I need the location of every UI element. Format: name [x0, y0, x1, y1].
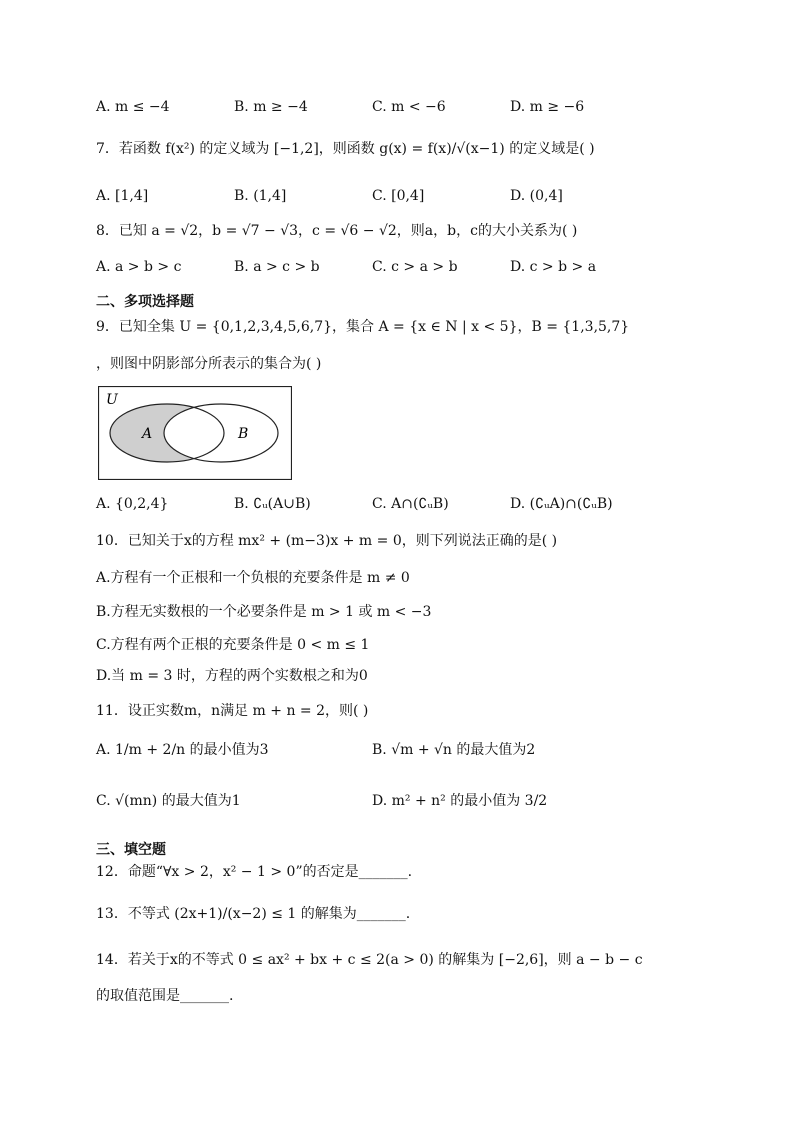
q11-option-d: D. m² + n² 的最小值为 3/2	[372, 793, 548, 809]
venn-diagram	[98, 386, 292, 480]
q12-stem: 12．命题“∀x > 2，x² − 1 > 0”的否定是_______.	[96, 864, 413, 880]
q14-stem-cont: 的取值范围是_______.	[96, 988, 234, 1004]
section-multiple-choice-heading: 二、多项选择题	[96, 294, 194, 310]
q7-stem: 7．若函数 f(x²) 的定义域为 [−1,2]，则函数 g(x) = f(x)/√(x−1) 的定义域是( )	[96, 141, 595, 157]
q6-option-a: A. m ≤ −4	[96, 99, 170, 115]
q8-option-c: C. c > a > b	[372, 259, 458, 275]
q8-stem: 8．已知 a = √2，b = √7 − √3，c = √6 − √2，则a，b，c的大小关系为( )	[96, 223, 578, 239]
q8-option-a: A. a > b > c	[96, 259, 182, 275]
section-fill-in-heading: 三、填空题	[96, 842, 166, 858]
q10-option-d: D.当 m = 3 时，方程的两个实数根之和为0	[96, 668, 368, 684]
q9-option-c: C. A∩(∁ᵤB)	[372, 496, 449, 512]
q10-option-c: C.方程有两个正根的充要条件是 0 < m ≤ 1	[96, 637, 370, 653]
q9-option-d: D. (∁ᵤA)∩(∁ᵤB)	[510, 496, 613, 512]
q7-option-a: A. [1,4]	[96, 188, 149, 204]
q9-option-a: A. {0,2,4}	[96, 496, 169, 512]
venn-label-u: U	[106, 392, 118, 408]
q7-option-c: C. [0,4]	[372, 188, 425, 204]
q8-option-b: B. a > c > b	[234, 259, 320, 275]
q10-option-b: B.方程无实数根的一个必要条件是 m > 1 或 m < −3	[96, 604, 432, 620]
q11-option-a: A. 1/m + 2/n 的最小值为3	[96, 742, 269, 758]
q7-option-b: B. (1,4]	[234, 188, 287, 204]
q13-stem: 13．不等式 (2x+1)/(x−2) ≤ 1 的解集为_______.	[96, 906, 411, 922]
q6-option-c: C. m < −6	[372, 99, 446, 115]
q11-option-c: C. √(mn) 的最大值为1	[96, 793, 241, 809]
q11-option-b: B. √m + √n 的最大值为2	[372, 742, 536, 758]
q10-option-a: A.方程有一个正根和一个负根的充要条件是 m ≠ 0	[96, 570, 410, 586]
q9-stem: 9．已知全集 U = {0,1,2,3,4,5,6,7}，集合 A = {x ∈ N | x < 5}，B = {1,3,5,7}	[96, 319, 630, 335]
q10-stem: 10．已知关于x的方程 mx² + (m−3)x + m = 0，则下列说法正确的是( )	[96, 533, 558, 549]
q6-option-b: B. m ≥ −4	[234, 99, 308, 115]
q8-option-d: D. c > b > a	[510, 259, 597, 275]
q9-stem-cont: ，则图中阴影部分所表示的集合为( )	[96, 356, 322, 372]
q11-stem: 11．设正实数m，n满足 m + n = 2，则( )	[96, 703, 369, 719]
q9-option-b: B. ∁ᵤ(A∪B)	[234, 496, 311, 512]
venn-label-a: A	[142, 426, 153, 442]
q6-option-d: D. m ≥ −6	[510, 99, 585, 115]
venn-label-b: B	[238, 426, 249, 442]
q14-stem: 14．若关于x的不等式 0 ≤ ax² + bx + c ≤ 2(a > 0) 的解集为 [−2,6]，则 a − b − c	[96, 952, 643, 968]
q7-option-d: D. (0,4]	[510, 188, 563, 204]
